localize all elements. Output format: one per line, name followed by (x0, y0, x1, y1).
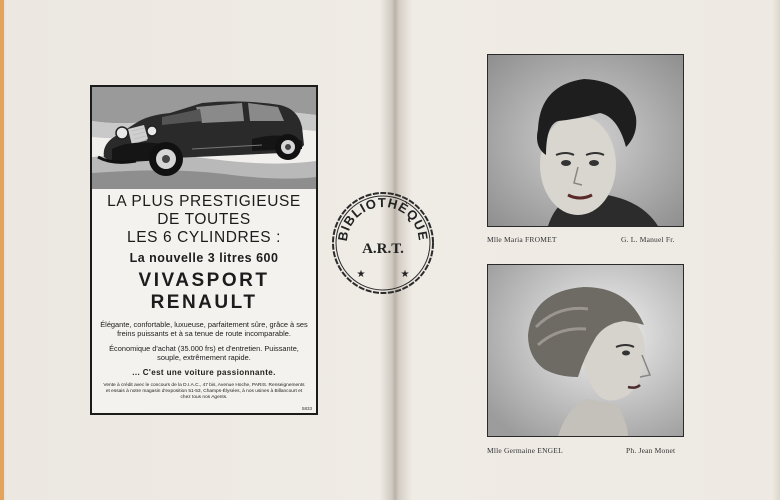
library-stamp (323, 185, 443, 297)
ad-slogan: ... C'est une voiture passionnante. (132, 368, 276, 377)
ad-fine-print: Vente à crédit avec le concours de la D.I.A.C., 47 bis, Avenue Hoche, PARIS. Renseignements et essais à notre magasin d'exposition 51-53, Champs-Élysées, à nos usines à Billancourt et chez tous nos Agents. (103, 383, 305, 400)
ad-brand-model: VIVASPORT (138, 270, 270, 291)
ad-subheadline: La nouvelle 3 litres 600 (129, 251, 279, 265)
ad-headline-2: DE TOUTES (157, 211, 251, 228)
ad-reference-number: 5833 (301, 406, 312, 411)
portrait-photo-2 (487, 264, 684, 437)
ad-headline-1: LA PLUS PRESTIGIEUSE (107, 193, 301, 210)
stamp-ring-text: BIBLIOTHÈQUE (334, 194, 432, 243)
ad-body-text-1: Élégante, confortable, luxueuse, parfaitement sûre, grâce à ses freins puissants et à sa tenue de route incomparable. (100, 320, 308, 338)
portrait-1-credit: G. L. Manuel Fr. (621, 235, 675, 244)
portrait-1-name: Mlle Maria FROMET (487, 235, 557, 244)
page-edge (0, 0, 4, 500)
svg-text:BIBLIOTHÈQUE (335, 195, 431, 242)
portrait-2-name: Mlle Germaine ENGEL (487, 446, 563, 455)
renault-advertisement (90, 85, 318, 415)
portrait-2-credit: Ph. Jean Monet (626, 446, 676, 455)
ad-body-text-2: Économique d'achat (35.000 frs) et d'entretien. Puissante, souple, extrêmement rapide. (109, 344, 299, 362)
car-illustration (92, 87, 316, 189)
portrait-photo-1 (487, 54, 684, 227)
stamp-center-text: A.R.T. (362, 241, 404, 257)
star-icon: ★ (400, 269, 410, 280)
ad-brand-name: RENAULT (150, 292, 258, 313)
star-icon: ★ (356, 269, 366, 280)
ad-headline-3: LES 6 CYLINDRES : (126, 229, 282, 246)
